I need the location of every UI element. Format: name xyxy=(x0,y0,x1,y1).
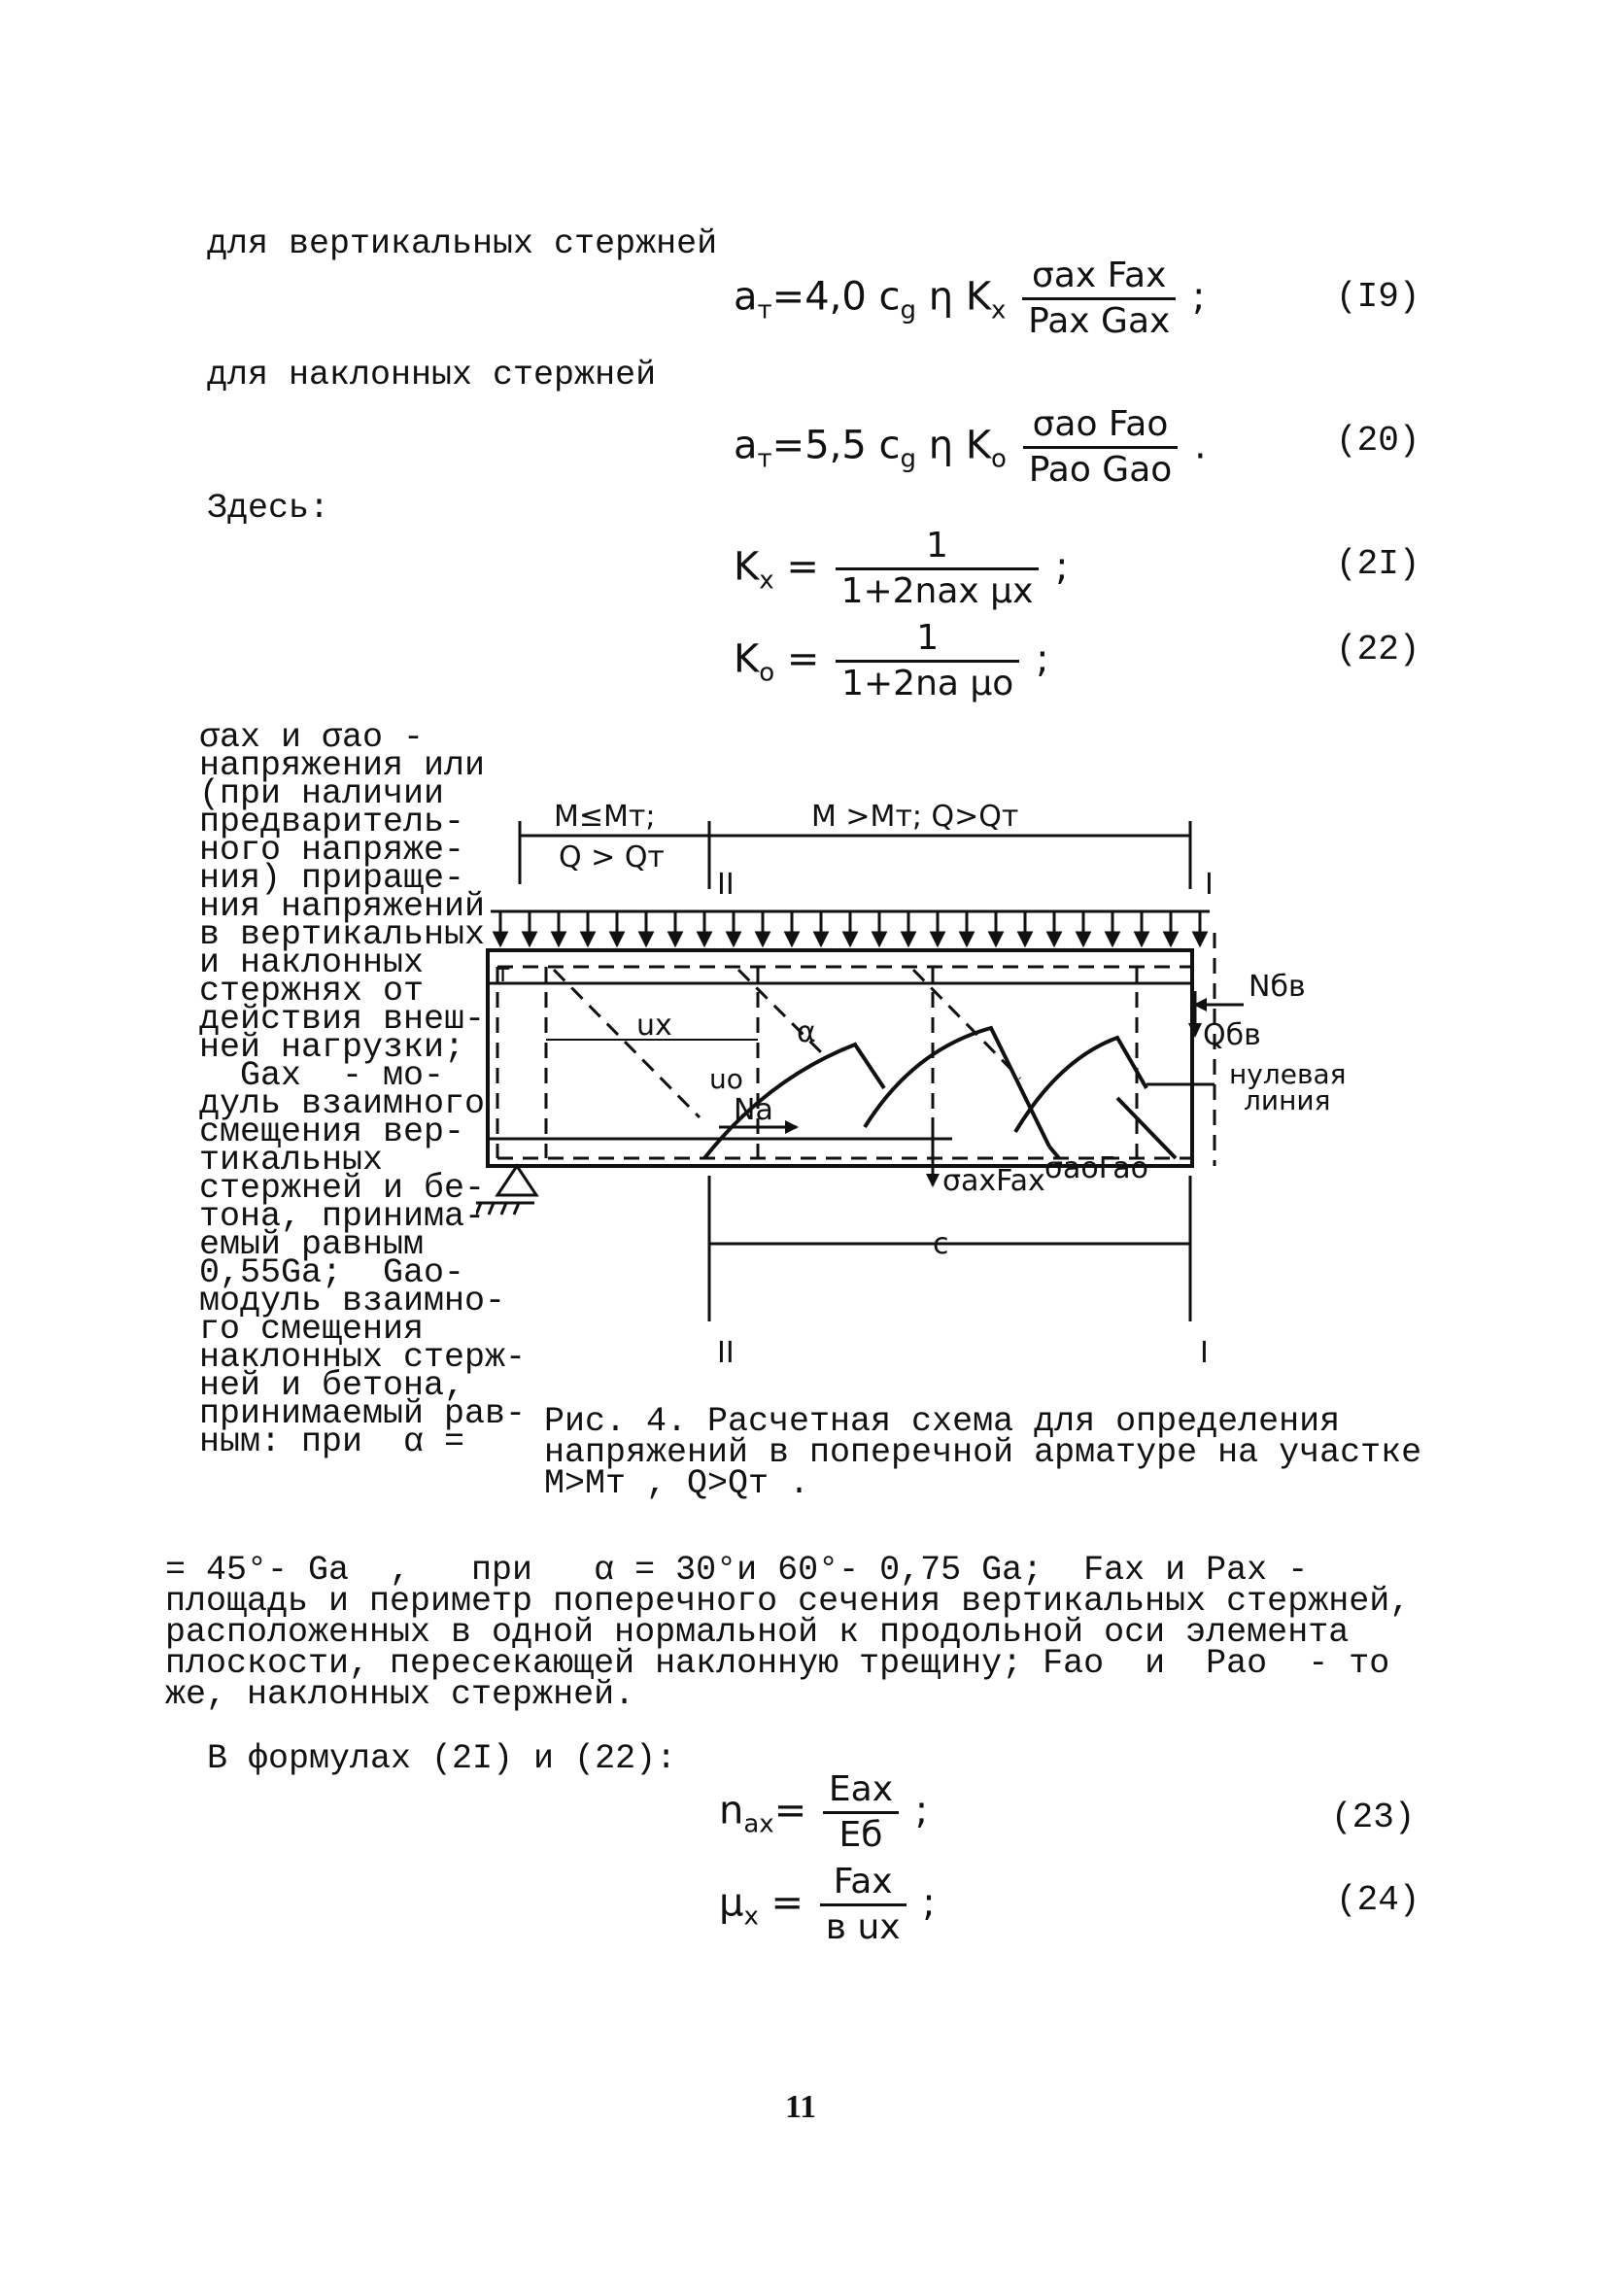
here-label: Здесь: xyxy=(207,489,330,528)
label-q-gt: Q > Qт xyxy=(559,840,665,874)
label-alpha: α xyxy=(797,1015,816,1049)
label-null-line-2: линия xyxy=(1244,1084,1331,1116)
side-description: σax и σao - напряжения или (при наличии предваритель- ного напряже- ния) прираще- ния напряжений в вертикальных и наклонных стержнях от действия внеш- ней нагрузки; Gax - мо- дуль взаимного смещения вер- тикальных стержней и бе- тона, принима- емый равным 0,55Ga; Gao- модуль взаимно- го смещения наклонных стерж- ней и бетона, принимаемый рав- ным: при α = xyxy=(199,718,527,1461)
label-q-bv: Qбв xyxy=(1203,1018,1261,1052)
formula-22: $K_o$ = $\frac{1}{\text{1+2na μo}}$ ; xyxy=(734,618,1049,703)
label-section-1-bottom: I xyxy=(1200,1336,1209,1370)
label-null-line: нулевая xyxy=(1229,1058,1347,1090)
label-m-gt: M >Mт; Q>Qт xyxy=(811,800,1019,834)
page-number: 11 xyxy=(785,2089,817,2125)
load-arrows xyxy=(495,911,1206,944)
equation-number-21: (2I) xyxy=(1336,544,1420,584)
formula-19: $a_т=4,0$ $c_g$ η $K_x$ $\frac{\text{σax Fax}}{\text{Pax Gax}}$ ; xyxy=(734,256,1206,341)
label-section-2-bottom: II xyxy=(717,1336,735,1370)
formula-21: $K_x$ = $\frac{1}{\text{1+2nax μx}}$ ; xyxy=(734,526,1069,611)
formulas-intro: В формулах (2I) и (22): xyxy=(207,1739,677,1778)
label-n-bv: Nбв xyxy=(1249,970,1306,1004)
label-uo: uo xyxy=(709,1063,743,1095)
equation-number-23: (23) xyxy=(1331,1798,1416,1837)
figure-caption: Рис. 4. Расчетная схема для определения напряжений в поперечной арматуре на участке M>Mт , Q>Qт . xyxy=(544,1402,1422,1503)
formula-23: $n_{ax}=$ $\frac{\text{Eax}}{Eб}$ ; xyxy=(719,1769,929,1855)
label-sigma-ao: σaoFao xyxy=(1044,1151,1148,1185)
label-section-1-top: I xyxy=(1205,868,1214,902)
support xyxy=(476,1166,536,1215)
label-ux: ux xyxy=(636,1009,672,1043)
label-sigma-ax: σaxFax xyxy=(942,1164,1045,1198)
formula-24: $\mu_x$ = $\frac{\text{Fax}}{\text{в ux}}$ ; xyxy=(719,1862,936,1947)
label-m-le: M≤Mт; xyxy=(554,800,656,834)
intro-inclined-text: для наклонных стержней xyxy=(207,356,657,394)
label-section-2-top: II xyxy=(717,868,735,902)
formula-20: $a_т=5,5$ $c_g$ η $K_o$ $\frac{\text{σao Fao}}{\text{Pao Gao}}$ . xyxy=(734,404,1207,490)
figure-4-scheme xyxy=(476,797,1428,1389)
label-c: c xyxy=(933,1227,949,1261)
equation-number-22: (22) xyxy=(1336,630,1420,669)
label-na: Na xyxy=(734,1093,773,1127)
equation-number-19: (I9) xyxy=(1336,277,1420,317)
equation-number-24: (24) xyxy=(1336,1880,1420,1920)
equation-number-20: (20) xyxy=(1336,421,1420,461)
intro-vertical-text: для вертикальных стержней xyxy=(207,224,718,263)
label-t: т xyxy=(496,959,511,988)
continued-paragraph: = 45°- Ga , при α = 30°и 60°- 0,75 Ga; Fax и Pax - площадь и периметр поперечного сечения вертикальных стержней, расположенных в одной нормальной к продольной оси элемента плоскости, пересекающей наклонную трещину; Fao и Pao - то же, наклонных стержней. xyxy=(165,1551,1411,1714)
